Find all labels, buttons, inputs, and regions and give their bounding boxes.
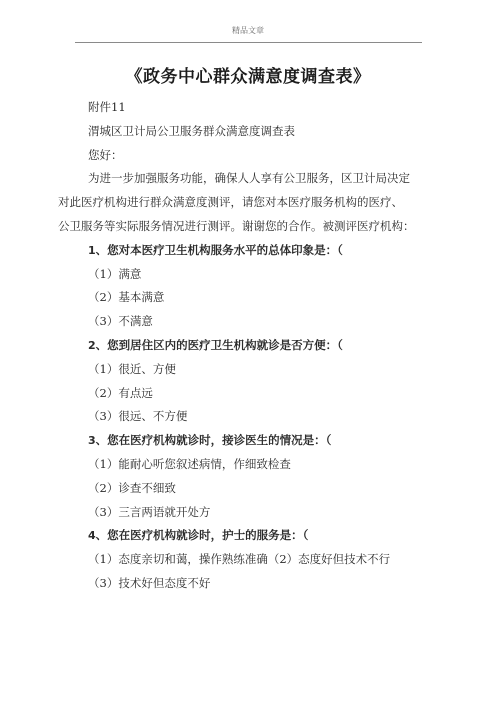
question-option: （1）态度亲切和蔼，操作熟练准确（2）态度好但技术不行 [88,552,391,567]
question-text: 、您在医疗机构就诊时，接诊医生的情况是：（ [95,433,332,448]
question-option: （3）很远、不方便 [88,409,188,424]
question-option: （3）不满意 [88,314,153,329]
question-4 [88,524,418,548]
page-header-label: 精品文章 [232,26,264,35]
question-text: 、您到居住区内的医疗卫生机构就诊是否方便：（ [95,337,343,352]
question-number: 4 [88,529,96,543]
question-1 [88,239,418,263]
greeting: 您好： [88,147,123,162]
question-option: （2）基本满意 [88,290,165,305]
question-option: （3）三言两语就开处方 [88,504,211,519]
question-option: （1）能耐心听您叙述病情，作细致检查 [88,456,291,471]
intro-line: 为进一步加强服务功能，确保人人享有公卫服务，区卫计局决定 [88,171,410,186]
intro-paragraph [58,167,418,238]
question-2 [88,334,418,358]
question-option: （1）很近、方便 [88,361,176,376]
annex-label: 附件11 [88,100,126,114]
intro-line: 公卫服务等实际服务情况进行测评。谢谢您的合作。被测评医疗机构： [58,218,415,233]
intro-line: 对此医疗机构进行群众满意度测评，请您对本医疗服务机构的医疗、 [58,195,403,210]
question-option: （2）有点远 [88,385,153,400]
question-option: （2）诊查不细致 [88,480,176,495]
question-3 [88,429,418,453]
document-title: 《政务中心群众满意度调查表》 [125,67,371,87]
question-number: 2 [88,338,96,352]
question-text: 、您对本医疗卫生机构服务水平的总体印象是：（ [95,242,343,257]
document-body [58,96,418,596]
question-text: 、您在医疗机构就诊时，护士的服务是：（ [95,528,309,543]
header-divider [75,42,422,43]
question-option: （1）满意 [88,266,142,281]
question-number: 1 [88,243,96,257]
question-number: 3 [88,434,96,448]
question-option: （3）技术好但态度不好 [88,575,211,590]
survey-subtitle: 渭城区卫计局公卫服务群众满意度调查表 [88,123,295,138]
